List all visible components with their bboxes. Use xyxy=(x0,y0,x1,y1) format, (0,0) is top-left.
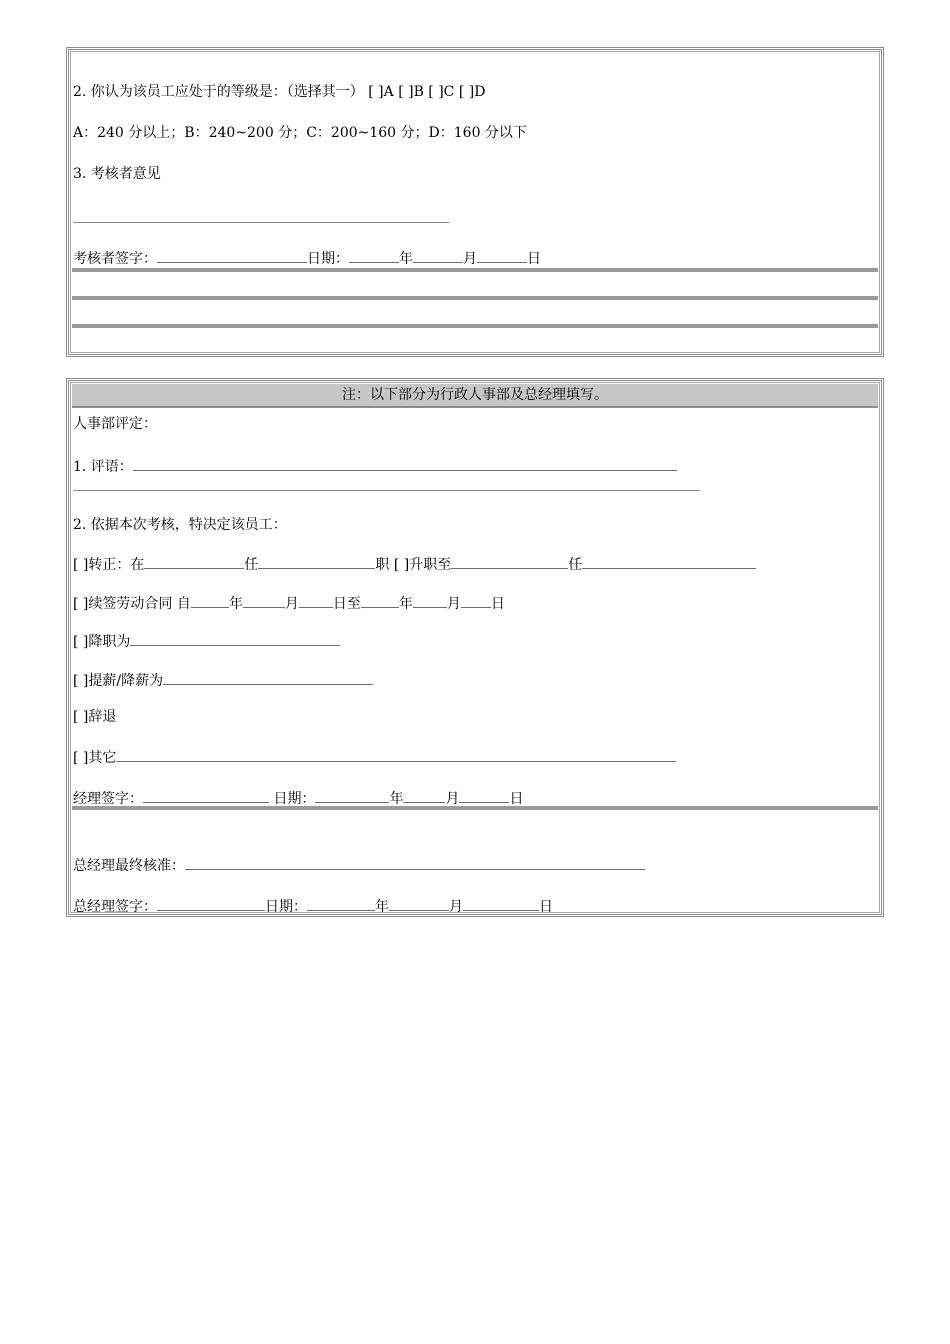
salary-field[interactable] xyxy=(163,670,373,685)
section-header-note: 注：以下部分为行政人事部及总经理填写。 xyxy=(72,384,878,408)
job-word: 职 xyxy=(375,557,390,573)
regularize-row xyxy=(73,554,756,574)
other-row xyxy=(73,747,676,767)
comment-field[interactable] xyxy=(133,456,677,471)
comment-label: 1. 评语： xyxy=(73,459,133,475)
month-label: 月 xyxy=(284,596,299,612)
reviewer-signature-label: 考核者签字： xyxy=(73,251,157,267)
month-field[interactable] xyxy=(413,248,463,263)
checkbox-demote[interactable]: [ ] xyxy=(73,634,89,650)
manager-signature-field[interactable] xyxy=(143,788,269,803)
year-label: 年 xyxy=(398,596,413,612)
other-field[interactable] xyxy=(116,747,676,762)
month-label: 月 xyxy=(463,251,477,267)
salary-label: 提薪/降薪为 xyxy=(88,673,164,689)
day-label: 日 xyxy=(527,251,541,267)
checkbox-salary[interactable]: [ ] xyxy=(73,673,89,689)
date-label: 日期： xyxy=(265,899,307,915)
renew-contract-row xyxy=(73,593,505,613)
year-field[interactable] xyxy=(349,248,399,263)
checkbox-regularize[interactable]: [ ] xyxy=(73,557,89,573)
day-field[interactable] xyxy=(477,248,527,263)
gm-month-field[interactable] xyxy=(389,896,449,911)
decision-label: 2. 依据本次考核，特决定该员工： xyxy=(73,517,287,533)
salary-row xyxy=(73,670,373,690)
regularize-label: 转正：在 xyxy=(88,557,145,573)
manager-day-field[interactable] xyxy=(459,788,509,803)
gm-day-field[interactable] xyxy=(463,896,539,911)
day-label: 日 xyxy=(539,899,553,915)
demote-field[interactable] xyxy=(130,631,340,646)
from-year-field[interactable] xyxy=(191,593,229,608)
gm-signature-row xyxy=(73,896,553,916)
row-divider xyxy=(72,806,878,810)
gm-approval-row xyxy=(73,855,645,875)
promote-position-field[interactable] xyxy=(582,554,756,569)
month-label: 月 xyxy=(449,899,463,915)
evaluation-section xyxy=(66,47,884,357)
month-label: 月 xyxy=(445,791,460,807)
year-label: 年 xyxy=(228,596,243,612)
comment-field-line-2[interactable] xyxy=(73,490,700,491)
promote-department-field[interactable] xyxy=(451,554,568,569)
reviewer-signature-field[interactable] xyxy=(157,248,307,263)
opinion-label: 3. 考核者意见 xyxy=(73,166,161,182)
to-label: 日至 xyxy=(332,596,361,612)
checkbox-other[interactable]: [ ] xyxy=(73,750,89,766)
gm-year-field[interactable] xyxy=(307,896,375,911)
manager-signature-row xyxy=(73,788,523,808)
reviewer-signature-row xyxy=(73,248,541,268)
gm-approval-label: 总经理最终核准： xyxy=(73,858,185,874)
promote-label: 升职至 xyxy=(409,557,452,573)
date-label: 日期： xyxy=(307,251,349,267)
from-day-field[interactable] xyxy=(299,593,333,608)
year-label: 年 xyxy=(375,899,389,915)
gm-signature-label: 总经理签字： xyxy=(73,899,157,915)
gm-signature-field[interactable] xyxy=(157,896,265,911)
row-divider xyxy=(72,296,878,300)
hr-section xyxy=(66,378,884,917)
to-day-field[interactable] xyxy=(461,593,491,608)
year-label: 年 xyxy=(399,251,413,267)
grade-question: 2. 你认为该员工应处于的等级是：（选择其一） [ ]A [ ]B [ ]C [ ]D xyxy=(73,84,486,100)
hr-title: 人事部评定： xyxy=(73,416,157,432)
manager-signature-label: 经理签字： xyxy=(73,791,143,807)
manager-year-field[interactable] xyxy=(315,788,389,803)
year-label: 年 xyxy=(389,791,404,807)
row-divider xyxy=(72,268,878,272)
position-word: 任 xyxy=(244,557,259,573)
month-label: 月 xyxy=(446,596,461,612)
from-month-field[interactable] xyxy=(243,593,285,608)
dismiss-row xyxy=(73,708,116,726)
to-month-field[interactable] xyxy=(413,593,447,608)
grade-scale: A：240 分以上；B：240~200 分；C：200~160 分；D：160 分以下 xyxy=(73,125,527,141)
regularize-position-field[interactable] xyxy=(258,554,375,569)
regularize-department-field[interactable] xyxy=(144,554,244,569)
renew-contract-label: 续签劳动合同 自 xyxy=(88,596,191,612)
demote-row xyxy=(73,631,340,651)
opinion-input-line[interactable] xyxy=(73,222,449,223)
demote-label: 降职为 xyxy=(88,634,131,650)
checkbox-renew[interactable]: [ ] xyxy=(73,596,89,612)
checkbox-promote[interactable]: [ ] xyxy=(393,557,410,573)
checkbox-dismiss[interactable]: [ ] xyxy=(73,709,89,725)
date-label: 日期： xyxy=(273,791,316,807)
other-label: 其它 xyxy=(88,750,117,766)
gm-approval-field[interactable] xyxy=(185,855,645,870)
dismiss-label: 辞退 xyxy=(88,709,117,725)
to-year-field[interactable] xyxy=(361,593,399,608)
comment-row xyxy=(73,456,677,476)
row-divider xyxy=(72,324,878,328)
day-label: 日 xyxy=(509,791,524,807)
position-word: 任 xyxy=(568,557,583,573)
day-label: 日 xyxy=(490,596,505,612)
manager-month-field[interactable] xyxy=(403,788,445,803)
